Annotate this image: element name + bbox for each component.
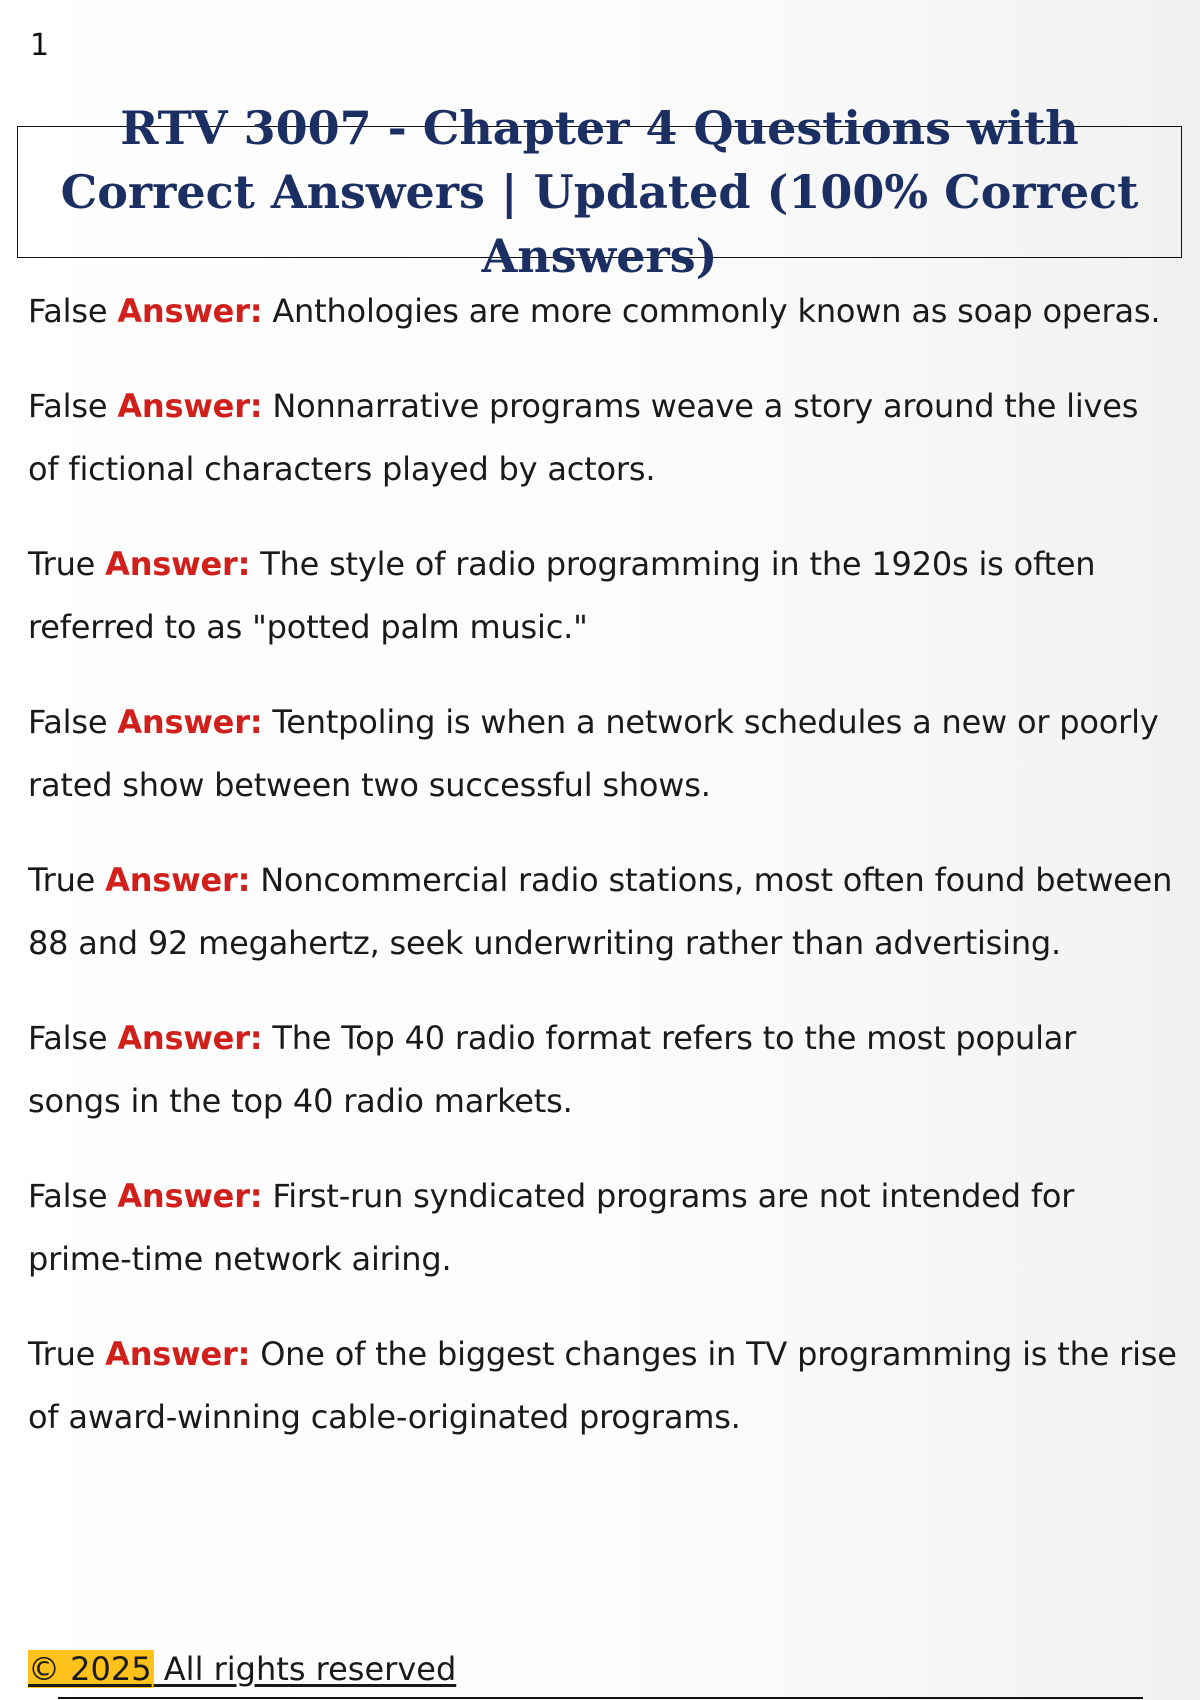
verdict: True — [28, 1335, 96, 1373]
qa-item-7 — [28, 1165, 1178, 1291]
copyright-text: All rights reserved — [153, 1650, 457, 1688]
verdict: True — [28, 861, 96, 899]
qa-list — [28, 280, 1178, 1481]
footer-divider — [58, 1697, 1143, 1699]
answer-label: Answer: — [105, 861, 251, 899]
qa-item-8 — [28, 1323, 1178, 1449]
qa-item-4 — [28, 691, 1178, 817]
answer-label: Answer: — [117, 1019, 263, 1057]
verdict: True — [28, 545, 96, 583]
qa-item-5 — [28, 849, 1178, 975]
answer-label: Answer: — [105, 545, 251, 583]
verdict: False — [28, 1019, 108, 1057]
verdict: False — [28, 703, 108, 741]
page-number: 1 — [30, 28, 50, 63]
answer-text: First-run syndicated programs are not intended for prime-time network airing. — [28, 1177, 1075, 1278]
answer-label: Answer: — [117, 703, 263, 741]
answer-text: Tentpoling is when a network schedules a new or poorly rated show between two successful shows. — [28, 703, 1159, 804]
title-text: RTV 3007 - Chapter 4 Questions with Correct Answers | Updated (100% Correct Answers) — [60, 101, 1139, 283]
document-title — [17, 101, 1182, 283]
qa-item-6 — [28, 1007, 1178, 1133]
answer-label: Answer: — [117, 292, 263, 330]
answer-text: The Top 40 radio format refers to the most popular songs in the top 40 radio markets. — [28, 1019, 1077, 1120]
answer-text: Nonnarrative programs weave a story around the lives of fictional characters played by actors. — [28, 387, 1139, 488]
answer-label: Answer: — [105, 1335, 251, 1373]
verdict: False — [28, 1177, 108, 1215]
copyright-year-highlight: © 2025 — [28, 1650, 152, 1688]
qa-item-3 — [28, 533, 1178, 659]
qa-item-2 — [28, 375, 1178, 501]
answer-label: Answer: — [117, 387, 263, 425]
answer-text: Noncommercial radio stations, most often found between 88 and 92 megahertz, seek underwriting rather than advertising. — [28, 861, 1173, 962]
answer-text: The style of radio programming in the 1920s is often referred to as "potted palm music." — [28, 545, 1096, 646]
answer-text: One of the biggest changes in TV programming is the rise of award-winning cable-originated programs. — [28, 1335, 1177, 1436]
answer-text: Anthologies are more commonly known as soap operas. — [272, 292, 1161, 330]
verdict: False — [28, 292, 108, 330]
answer-label: Answer: — [117, 1177, 263, 1215]
verdict: False — [28, 387, 108, 425]
copyright-footer — [28, 1647, 456, 1691]
qa-item-1 — [28, 280, 1178, 343]
